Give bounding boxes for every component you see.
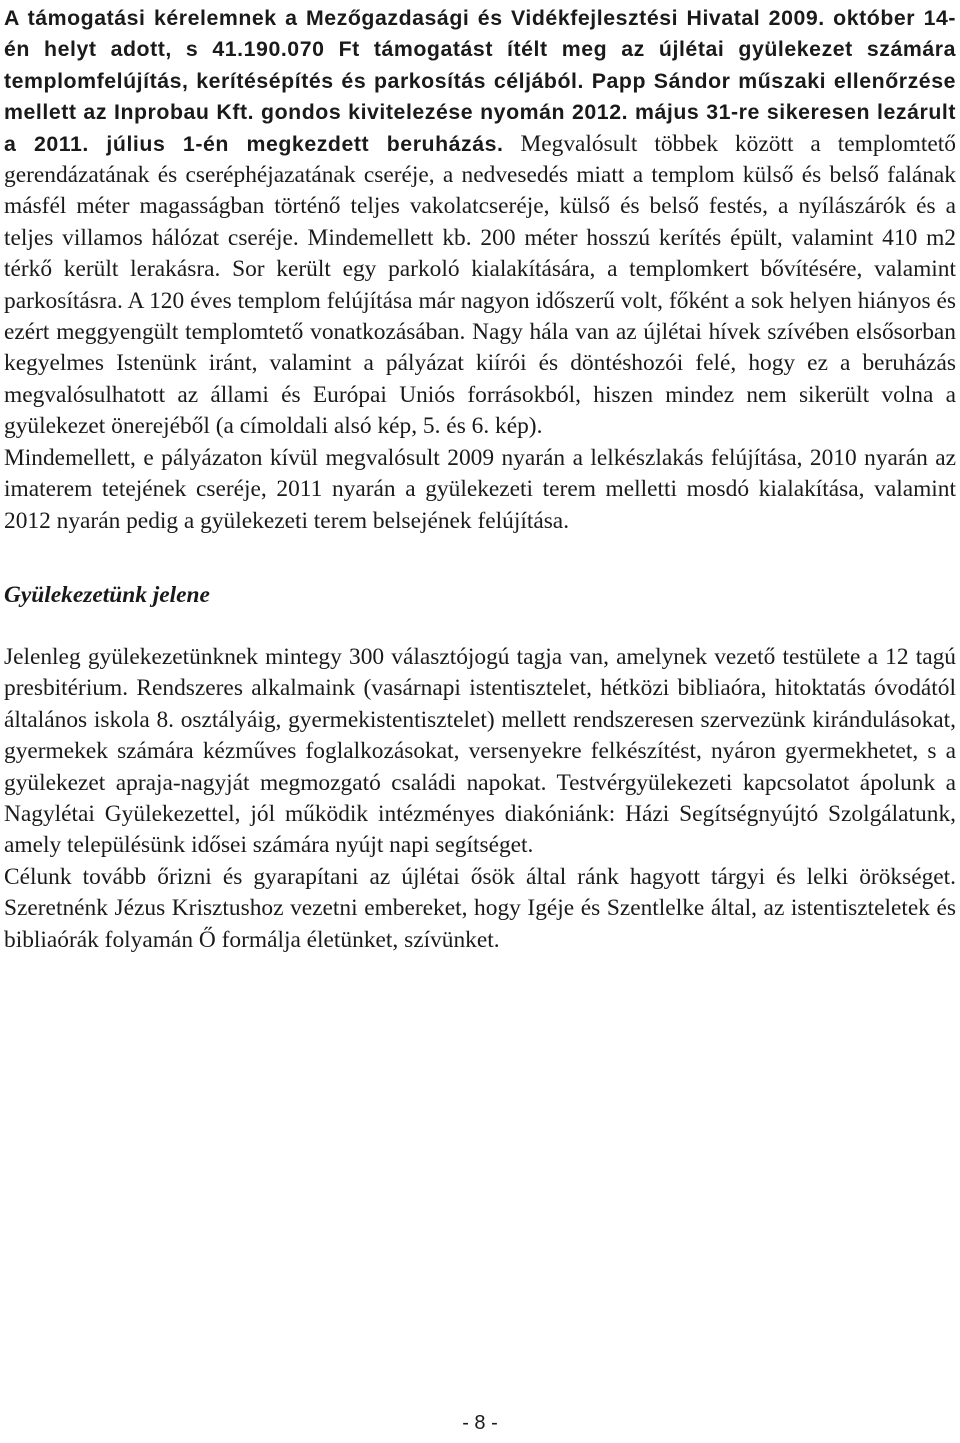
- section-heading: Gyülekezetünk jelene: [4, 581, 210, 608]
- lead-sentence-bold-italic: gondos kivitelezése nyomán 2012. május 31-re sikeresen lezárult a 2011. július 1-én megkezdett beruházás.: [4, 100, 956, 156]
- paragraph-grant-project: [4, 0, 956, 443]
- paragraph-body-text: Megvalósult többek között a templomtető gerendázatának és cseréphéjazatának cseréje, a nedvesedés miatt a templom külső és belső falának másfél méter magasságban történő teljes vakolatcseréje, külső és belső festés, a nyílászárók és a teljes villamos hálózat cseréje. Mindemellett kb. 200 méter hosszú kerítés épült, valamint 410 m2 térkő került lerakásra. Sor került egy parkoló kialakítására, a templomkert bővítésére, valamint parkosításra. A 120 éves templom felújítása már nagyon időszerű volt, főként a sok helyen hiányos és ezért meggyengült templomtető vonatkozásában. Nagy hála van az újlétai hívek szívében elsősorban kegyelmes Istenünk iránt, valamint a pályázat kiírói és döntéshozói felé, hogy ez a beruházás megvalósulhatott az állami és Európai Uniós forrásokból, hiszen mindez nem sikerült volna a gyülekezet önerejéből (a címoldali alsó kép, 5. és 6. kép).: [4, 130, 956, 440]
- lead-sentence-bold: A támogatási kérelemnek a Mezőgazdasági és Vidékfejlesztési Hivatal 2009. október 14-én helyt adott, s 41.190.070 Ft támogatást ítélt meg az újlétai gyülekezet számára templomfelújítás, kerítésépítés és parkosítás céljából. Papp Sándor műszaki ellenőrzése mellett az Inprobau Kft.: [4, 6, 956, 125]
- paragraph-additional-works: Mindemellett, e pályázaton kívül megvalósult 2009 nyarán a lelkészlakás felújítása, 2010 nyarán az imaterem tetejének cseréje, 2011 nyarán a gyülekezeti terem melletti mosdó kialakítása, valamint 2012 nyarán pedig a gyülekezeti terem belsejének felújítása.: [4, 444, 956, 534]
- paragraph-goals: Célunk tovább őrizni és gyarapítani az újlétai ősök által ránk hagyott tárgyi és lelki örökséget. Szeretnénk Jézus Krisztushoz vezetni embereket, hogy Igéje és Szentlelke által, az istentiszteletek és bibliaórák folyamán Ő formálja életünket, szívünket.: [4, 863, 956, 953]
- paragraph-congregation-present: Jelenleg gyülekezetünknek mintegy 300 választójogú tagja van, amelynek vezető testülete a 12 tagú presbitérium. Rendszeres alkalmaink (vasárnapi istentisztelet, hétközi bibliaóra, hitoktatás óvodától általános iskola 8. osztályáig, gyermekistentisztelet) mellett rendszeresen szervezünk kirándulásokat, gyermekek számára kézműves foglalkozásokat, versenyekre felkészítést, nyáron gyermekhetet, s a gyülekezet apraja-nagyját megmozgató családi napokat. Testvérgyülekezeti kapcsolatot ápolunk a Nagylétai Gyülekezettel, jól működik intézményes diakóniánk: Házi Segítségnyújtó Szolgálatunk, amely településünk idősei számára nyújt napi segítséget.: [4, 643, 956, 859]
- page-number: - 8 -: [462, 1412, 498, 1434]
- document-page: [4, 0, 956, 956]
